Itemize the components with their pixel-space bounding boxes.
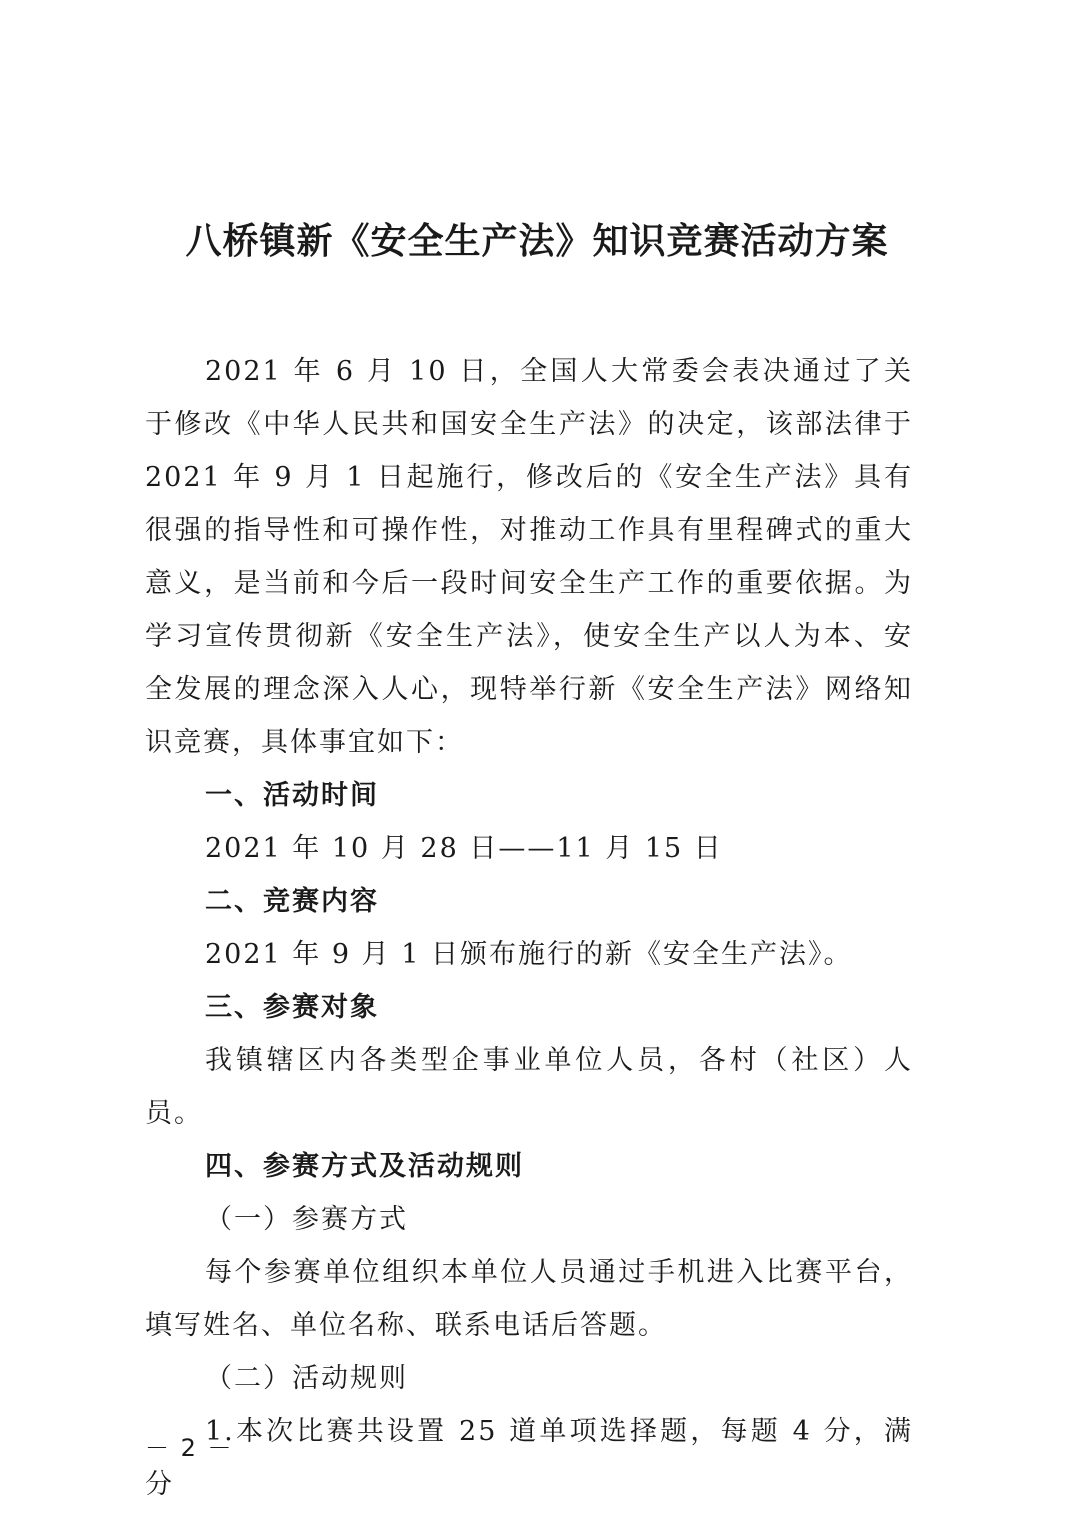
section-text-content: 2021 年 9 月 1 日颁布施行的新《安全生产法》。 — [205, 939, 853, 970]
rule-item-1: 1.本次比赛共设置 25 道单项选择题，每题 4 分，满分 — [145, 1416, 913, 1500]
intro-paragraph: 2021 年 6 月 10 日，全国人大常委会表决通过了关于修改《中华人民共和国安全生产法》的决定，该部法律于 2021 年 9 月 1 日起施行，修改后的《安全生产法》具有很强的指导性和可操作性，对推动工作具有里程碑式的重大意义，是当前和今后一段时间安全生产工作的重要依据。为学习宣传贯彻新《安全生产法》，使安全生产以人为本、安全发展的理念深入人心，现特举行新《安全生产法》网络知识竞赛，具体事宜如下： — [145, 356, 913, 758]
subsection-heading-method: （一）参赛方式 — [205, 1204, 408, 1235]
section-text-participants: 我镇辖区内各类型企事业单位人员，各村（社区）人员。 — [145, 1045, 913, 1129]
section-heading-content: 二、竞赛内容 — [205, 886, 379, 917]
subsection-heading-rules: （二）活动规则 — [205, 1363, 408, 1394]
document-body — [145, 345, 913, 1511]
section-heading-method: 四、参赛方式及活动规则 — [205, 1151, 524, 1182]
subsection-text-method: 每个参赛单位组织本单位人员通过手机进入比赛平台，填写姓名、单位名称、联系电话后答题。 — [145, 1257, 913, 1341]
section-heading-time: 一、活动时间 — [205, 780, 379, 811]
document-title: 八桥镇新《安全生产法》知识竞赛活动方案 — [185, 221, 889, 262]
section-text-time: 2021 年 10 月 28 日——11 月 15 日 — [205, 833, 723, 864]
section-heading-participants: 三、参赛对象 — [205, 992, 379, 1023]
page-number: － 2 － — [145, 1434, 234, 1462]
